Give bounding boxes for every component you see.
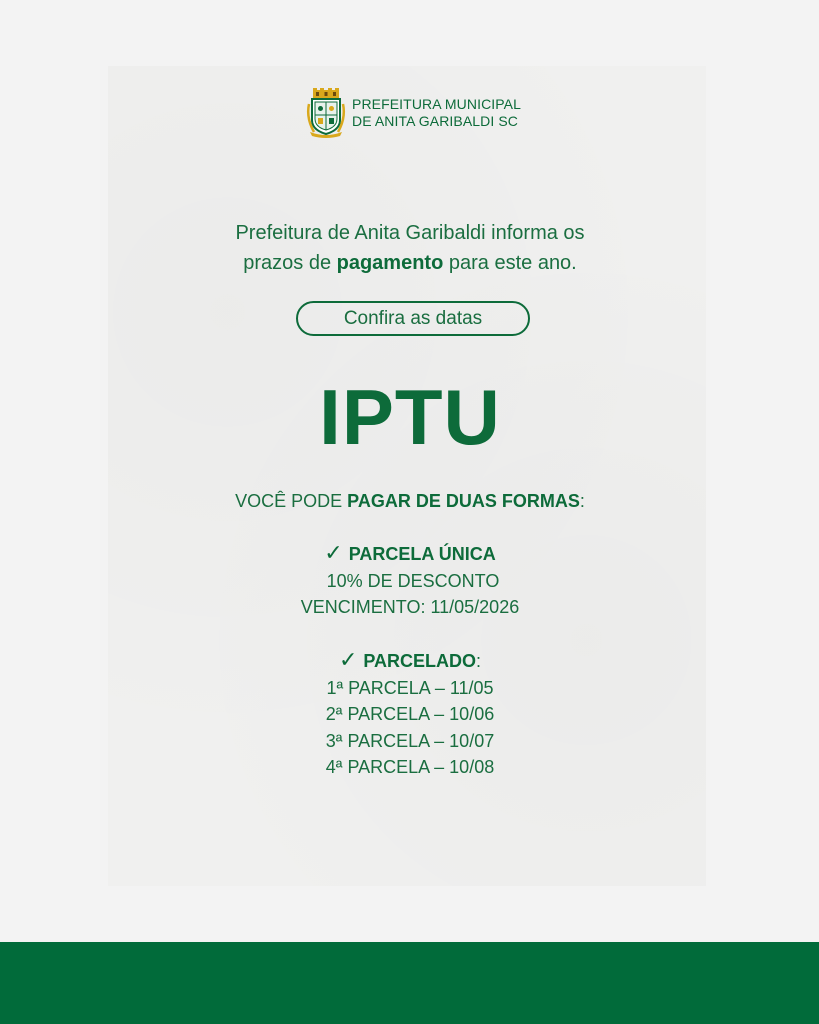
installments-title: PARCELADO (363, 651, 477, 671)
intro-line2-post: para este ano. (443, 252, 577, 274)
payment-forms-heading (150, 489, 670, 513)
municipal-name-line2: DE ANITA GARIBALDI SC (352, 113, 518, 129)
single-payment-title: PARCELA ÚNICA (348, 544, 496, 564)
intro-line1: Prefeitura de Anita Garibaldi informa os (235, 222, 585, 244)
installment-item: 3ª PARCELA – 10/07 (325, 730, 495, 751)
payment-forms-post: : (579, 491, 585, 511)
coat-of-arms-icon (306, 88, 346, 138)
installments-heading (150, 647, 670, 675)
municipal-name (352, 96, 521, 130)
footer-bar (0, 942, 819, 1024)
municipal-logo (306, 88, 526, 138)
intro-line2 (150, 248, 670, 278)
check-mark-icon: ✓ (338, 647, 358, 672)
single-payment-discount: 10% DE DESCONTO (326, 570, 500, 591)
installments-block (150, 647, 670, 781)
intro-line2-pre: prazos de (243, 252, 337, 274)
installment-item: 2ª PARCELA – 10/06 (325, 704, 495, 724)
intro-text (150, 218, 670, 278)
installments-title-suffix: : (476, 651, 482, 671)
payment-forms-pre: VOCÊ PODE (235, 491, 348, 511)
check-mark-icon: ✓ (324, 540, 343, 565)
single-payment-block (150, 540, 670, 621)
single-payment-heading (150, 540, 670, 568)
installment-item: 4ª PARCELA – 10/08 (325, 757, 495, 777)
check-dates-button[interactable]: Confira as datas (296, 301, 530, 336)
intro-line2-bold: pagamento (336, 252, 444, 274)
payment-forms-bold: PAGAR DE DUAS FORMAS (347, 491, 580, 511)
page-title: IPTU (319, 373, 501, 461)
municipal-name-line1: PREFEITURA MUNICIPAL (352, 96, 521, 112)
installment-item: 1ª PARCELA – 11/05 (326, 677, 494, 698)
single-payment-due: VENCIMENTO: 11/05/2026 (300, 597, 520, 617)
